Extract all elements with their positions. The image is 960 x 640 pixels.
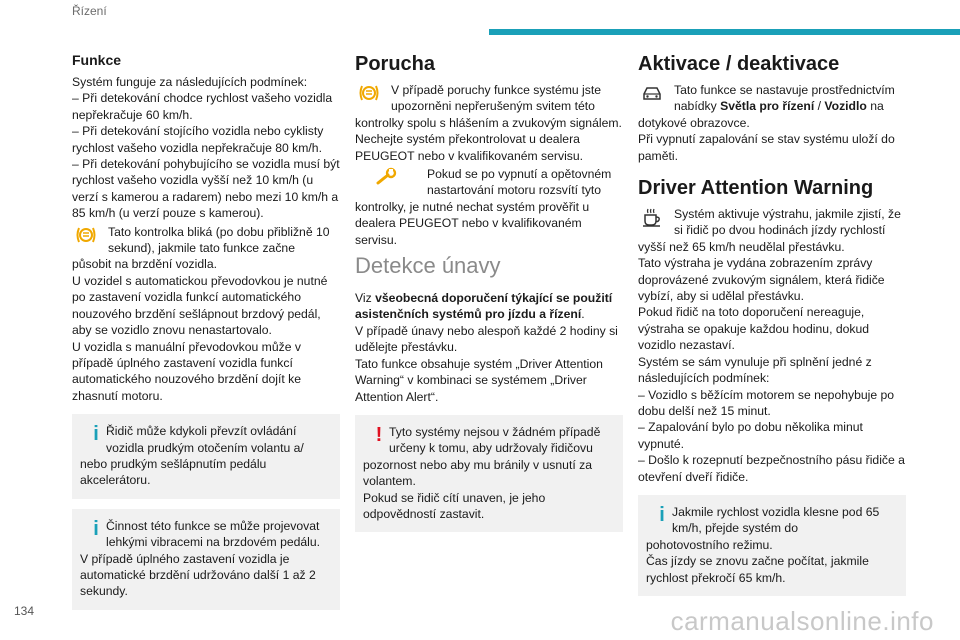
info-mark-icon: i (93, 423, 99, 446)
warning-lamp-text-rest: působit na brzdění vozidla. U vozidel s automatickou převodovkou je nutné po zastavení vozidla funkcí automatického nouzového brzdění sešlápnout brzdový pedál, aby se vozidlo znovu nenastartovalo. U vozidla s manuální převodovkou může v případě úplného zastavení vozidla funkcí automatického nouzového brzdění dojít ke zhasnutí motoru. (72, 257, 328, 403)
warning-lamp-text-first: Tato kontrolka bliká (po dobu přibližně 10 sekund), jakmile tato funkce začne (108, 224, 330, 256)
car-screen-icon (638, 82, 666, 104)
activation-text-b: na (866, 99, 884, 114)
activation-text-first (638, 82, 906, 115)
fatigue-reference-pre: Viz (355, 291, 376, 306)
activation-sep: / (814, 99, 825, 114)
coffee-cup-icon (638, 206, 666, 228)
activation-text-a: Tato funkce se nastavuje prostřednictvím nabídky (674, 83, 895, 114)
activation-text-rest: dotykové obrazovce. Při vypnutí zapalování se stav systému uloží do paměti. (638, 115, 895, 163)
info-box-vibration (72, 509, 340, 610)
info-box-standby-first: Jakmile rychlost vozidla klesne pod 65 km/h, přejde systém do (672, 504, 880, 536)
service-text-first: Pokud se po vypnutí a opětovném nastartování motoru rozsvítí tyto (427, 167, 612, 198)
column-1 (72, 50, 340, 610)
info-box-vibration-rest: V případě úplného zastavení vozidla je automatické brzdění udržováno další 1 až 2 sekundy. (80, 551, 316, 599)
service-paragraph (355, 166, 623, 199)
service-wrench-icon (355, 166, 419, 188)
watermark: carmanualsonline.info (670, 606, 934, 636)
info-box-takeover-first: Řidič může kdykoli převzít ovládání vozidla prudkým otočením volantu a/ (106, 424, 304, 455)
warning-box-first: Tyto systémy nejsou v žádném případě určeny k tomu, aby udržovaly řidičovu (389, 424, 601, 456)
section-title-aktivace: Aktivace / deaktivace (638, 53, 840, 75)
section-title-daw: Driver Attention Warning (638, 177, 874, 200)
fatigue-text: V případě únavy nebo alespoň každé 2 hodiny si udělejte přestávku. Tato funkce obsahuje systém „Driver Attention Warning“ v kombinaci se systémem „Driver Attention Alert“. (355, 323, 618, 404)
conditions-text: Systém funguje za následujících podmínek: – Při detekování chodce rychlost vašeho vozidla nepřekračuje 60 km/h. – Při detekování stojícího vozidla nebo cyklisty rychlost vašeho vozidla nepřekračuje 80 km/h. – Při detekování pohybujícího se vozidla musí být rychlost vašeho vozidla vyšší než 10 km/h (u verzí s kamerou a radarem) nebo mezi 10 km/h a 85 km/h (u verzí pouze s kamerou). (72, 75, 340, 221)
fatigue-reference (355, 290, 623, 323)
menu-svetla-pro-rizeni: Světla pro řízení (720, 99, 815, 114)
info-box-standby (638, 495, 906, 596)
info-box-standby-rest: pohotovostního režimu. Čas jízdy se znovu začne počítat, jakmile rychlost překročí 65 km/h. (646, 537, 869, 585)
fatigue-reference-post: . (581, 307, 585, 322)
fatigue-reference-link: všeobecná doporučení týkající se použití asistenčních systémů pro jízdu a řízení (355, 291, 613, 322)
header-accent-bar (489, 29, 960, 35)
warning-lamp-paragraph (72, 224, 340, 257)
service-text-rest: kontrolky, je nutné nechat systém prověřit u dealera PEUGEOT nebo v kvalifikovaném servisu. (355, 199, 590, 247)
info-box-vibration-first: Činnost této funkce se může projevovat lehkými vibracemi na brzdovém pedálu. (106, 518, 321, 550)
info-box-takeover (72, 414, 340, 499)
column-3 (638, 50, 906, 596)
warning-box-rest: pozornost nebo aby mu bránily v usnutí za volantem. Pokud se řidič cítí unaven, je jeho odpovědností zastavit. (363, 457, 592, 521)
daw-text-rest: vyšší než 65 km/h neudělal přestávku. Tato výstraha je vydána zobrazením zprávy doprovázené zvukovým signálem, která řidiče vybízí, aby si udělal přestávku. Pokud řidič na toto doporučení nereaguje, výstraha se opakuje každou hodinu, dokud vozidlo nezastaví. Systém se sám vynuluje při splnění jedné z následujících podmínek: – Vozidlo s běžícím motorem se nepohybuje po dobu delší než 15 minut. – Zapalování bylo po dobu několika minut vypnuté. – Došlo k rozepnutí bezpečnostního pásu řidiče a otevření dveří řidiče. (638, 239, 905, 484)
daw-text-first: Systém aktivuje výstrahu, jakmile zjistí, že si řidič po dvou hodinách jízdy rychlostí (674, 207, 901, 238)
daw-paragraph (638, 206, 906, 239)
section-title-porucha: Porucha (355, 53, 436, 75)
fault-lamp-paragraph (355, 82, 623, 115)
menu-vozidlo: Vozidlo (824, 99, 867, 114)
column-2 (355, 50, 623, 532)
info-box-takeover-rest: nebo prudkým sešlápnutím pedálu akcelerátoru. (80, 456, 267, 488)
page-number: 134 (14, 604, 35, 618)
aeb-fault-lamp-icon (355, 82, 383, 104)
info-mark-icon: i (93, 517, 99, 540)
info-mark-icon: i (659, 503, 665, 526)
aeb-warning-lamp-icon (72, 224, 100, 246)
section-title-detekce-unavy: Detekce únavy (355, 253, 501, 279)
section-header: Řízení (72, 4, 107, 18)
warning-box-attention (355, 415, 623, 532)
fault-text-rest: kontrolky spolu s hlášením a zvukovým signálem. Nechejte systém překontrolovat u dealera PEUGEOT nebo v kvalifikovaném servisu. (355, 115, 622, 163)
section-title-funkce: Funkce (72, 52, 122, 68)
fault-text-first: V případě poruchy funkce systému jste upozorněni nepřerušeným svitem této (391, 83, 602, 114)
activation-paragraph (638, 82, 906, 115)
warning-exclamation-icon: ! (375, 423, 383, 446)
